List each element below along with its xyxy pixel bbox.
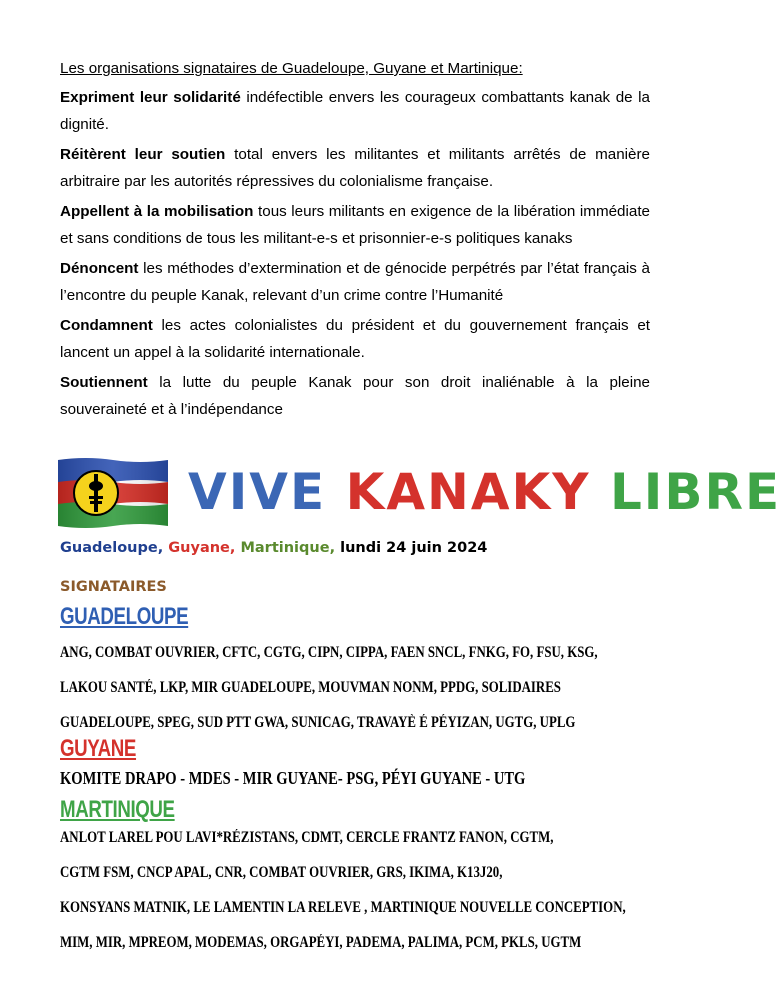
region-guyane-title: GUYANE: [60, 735, 137, 762]
dateline-date: lundi 24 juin 2024: [340, 540, 488, 556]
kanaky-flag-icon: [58, 456, 168, 528]
paragraph-lead: Dénoncent: [60, 260, 139, 277]
martinique-organisations: [60, 820, 650, 960]
paragraph-body: total envers les militantes et militants arrêtés de manière arbitraire par les autorités répressives du colonialisme française.: [60, 146, 651, 190]
org-line: MIM, MIR, MPREOM, MODEMAS, ORGAPÉYI, PADEMA, PALIMA, PCM, PKLS, UGTM: [60, 934, 582, 951]
paragraph-denoncent: [60, 255, 650, 309]
org-line: GUADELOUPE, SPEG, SUD PTT GWA, SUNICAG, TRAVAYÈ É PÉYIZAN, UGTG, UPLG: [60, 714, 576, 731]
slogan-vive: VIVE: [188, 463, 327, 521]
guyane-organisations: [60, 761, 650, 796]
paragraph-lead: Réitèrent leur soutien: [60, 146, 226, 163]
org-line: ANG, COMBAT OUVRIER, CFTC, CGTG, CIPN, CIPPA, FAEN SNCL, FNKG, FO, FSU, KSG,: [60, 644, 598, 661]
org-line: LAKOU SANTÉ, LKP, MIR GUADELOUPE, MOUVMAN NONM, PPDG, SOLIDAIRES: [60, 679, 561, 696]
org-line: ANLOT LAREL POU LAVI*RÉZISTANS, CDMT, CERCLE FRANTZ FANON, CGTM,: [60, 829, 554, 846]
paragraph-lead: Soutiennent: [60, 374, 148, 391]
paragraph-body: la lutte du peuple Kanak pour son droit inaliénable à la pleine souveraineté et à l’indépendance: [60, 374, 650, 418]
paragraph-solidarite: [60, 84, 650, 138]
paragraph-body: tous leurs militants en exigence de la libération immédiate et sans conditions de tous les militant-e-s et prisonnier-e-s politiques kanaks: [60, 203, 650, 247]
org-line: KONSYANS MATNIK, LE LAMENTIN LA RELEVE , MARTINIQUE NOUVELLE CONCEPTION,: [60, 899, 626, 916]
paragraph-lead: Expriment leur solidarité: [60, 89, 241, 106]
org-line: KOMITE DRAPO - MDES - MIR GUYANE- PSG, PÉYI GUYANE - UTG: [60, 768, 526, 788]
dateline-guyane: Guyane,: [168, 540, 236, 556]
vive-kanaky-banner: [58, 456, 781, 530]
paragraph-soutien: [60, 141, 650, 195]
guadeloupe-organisations: [60, 635, 650, 740]
paragraph-lead: Condamnent: [60, 317, 153, 334]
vive-kanaky-libre-slogan: [188, 460, 781, 524]
dateline: [60, 540, 487, 556]
paragraph-body: les méthodes d’extermination et de génocide perpétrés par l’état français à l’encontre du peuple Kanak, relevant d’un crime contre l’Humanité: [60, 260, 650, 304]
dateline-martinique: Martinique,: [240, 540, 336, 556]
paragraph-lead: Appellent à la mobilisation: [60, 203, 254, 220]
region-martinique-title: MARTINIQUE: [60, 796, 175, 823]
paragraph-mobilisation: [60, 198, 650, 252]
heading: Les organisations signataires de Guadeloupe, Guyane et Martinique:: [60, 60, 523, 77]
slogan-libre: LIBRE: [609, 463, 781, 521]
region-guadeloupe-title: GUADELOUPE: [60, 603, 189, 630]
paragraph-soutiennent: [60, 369, 650, 423]
paragraph-body: indéfectible envers les courageux combattants kanak de la dignité.: [60, 89, 650, 133]
org-line: CGTM FSM, CNCP APAL, CNR, COMBAT OUVRIER, GRS, IKIMA, K13J20,: [60, 864, 503, 881]
dateline-guadeloupe: Guadeloupe,: [60, 540, 164, 556]
slogan-kanaky: KANAKY: [345, 463, 591, 521]
paragraph-body: les actes colonialistes du président et du gouvernement français et lancent un appel à la solidarité internationale.: [60, 317, 650, 361]
signataires-label: SIGNATAIRES: [60, 579, 167, 595]
declaration-text: [60, 58, 650, 426]
paragraph-condamnent: [60, 312, 650, 366]
